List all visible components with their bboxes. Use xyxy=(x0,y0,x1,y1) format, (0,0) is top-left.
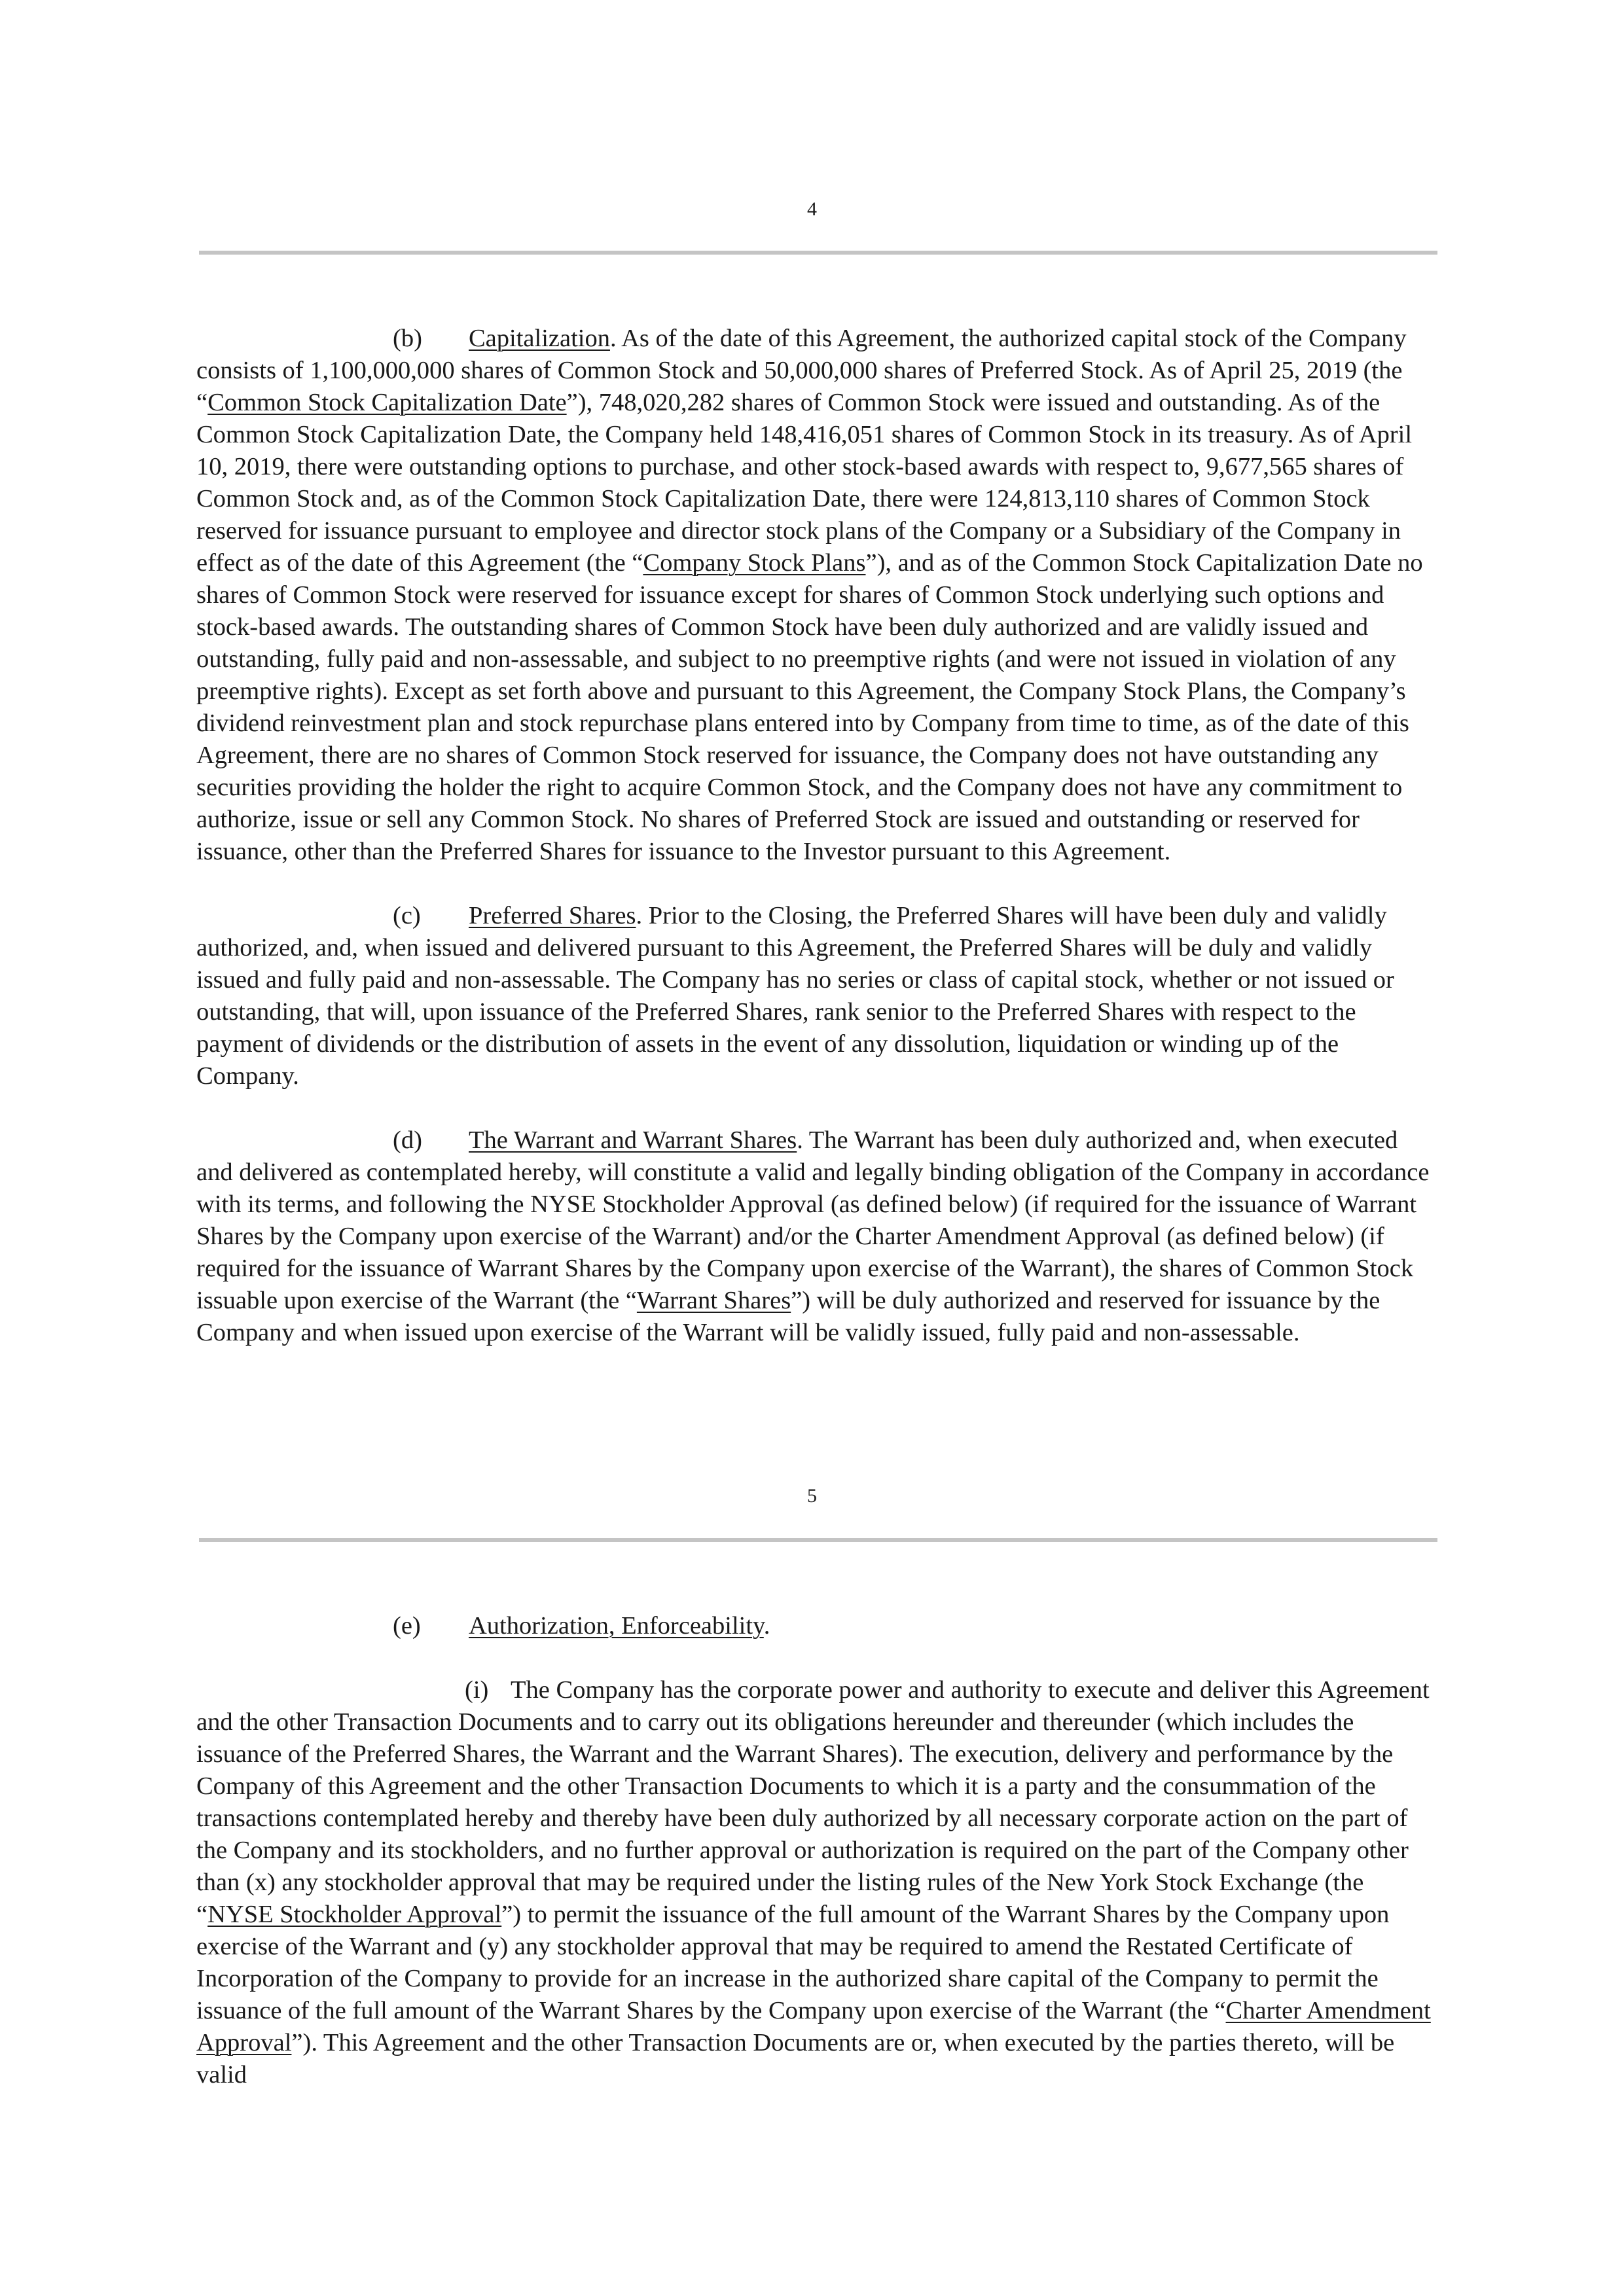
page-divider xyxy=(199,1538,1437,1542)
section-c-paragraph: (c) Preferred Shares. Prior to the Closing, the Preferred Shares will have been duly and validly authorized, and, when issued and delivered pursuant to this Agreement, the Preferred Shares will be duly and validly issued and fully paid and non-assessable. The Company has no series or class of capital stock, whether or not issued or outstanding, that will, upon issuance of the Preferred Shares, rank senior to the Preferred Shares with respect to the payment of dividends or the distribution of assets in the event of any dissolution, liquidation or winding up of the Company. xyxy=(196,900,1440,1092)
section-heading: Authorization, Enforceability xyxy=(469,1612,764,1640)
section-heading: Capitalization xyxy=(469,325,610,352)
defined-term: Warrant Shares xyxy=(636,1287,791,1314)
section-label: (d) xyxy=(393,1126,422,1154)
section-e-heading: (e) Authorization, Enforceability. xyxy=(196,1610,1440,1642)
page-number: 5 xyxy=(807,1485,817,1507)
subsection-label: (i) xyxy=(465,1676,489,1704)
page-number: 4 xyxy=(807,198,817,220)
defined-term: NYSE Stockholder Approval xyxy=(208,1901,502,1928)
section-heading: The Warrant and Warrant Shares xyxy=(469,1126,797,1154)
subsection-i-paragraph: (i) The Company has the corporate power and authority to execute and deliver this Agreement and the other Transaction Documents and to carry out its obligations hereunder and thereunder (which includes the issuance of the Preferred Shares, the Warrant and the Warrant Shares). The execution, delivery and performance by the Company of this Agreement and the other Transaction Documents to which it is a party and the consummation of the transactions contemplated hereby and thereby have been duly authorized by all necessary corporate action on the part of the Company and its stockholders, and no further approval or authorization is required on the part of the Company other than (x) any stockholder approval that may be required under the listing rules of the New York Stock Exchange (the “NYSE Stockholder Approval”) to permit the issuance of the full amount of the Warrant Shares by the Company upon exercise of the Warrant and (y) any stockholder approval that may be required to amend the Restated Certificate of Incorporation of the Company to provide for an increase in the authorized share capital of the Company to permit the issuance of the full amount of the Warrant Shares by the Company upon exercise of the Warrant (the “Charter Amendment Approval”). This Agreement and the other Transaction Documents are or, when executed by the parties thereto, will be valid xyxy=(196,1674,1440,2091)
section-label: (e) xyxy=(393,1612,421,1640)
section-heading: Preferred Shares xyxy=(469,902,636,929)
section-d-paragraph: (d) The Warrant and Warrant Shares. The Warrant has been duly authorized and, when executed and delivered as contemplated hereby, will constitute a valid and legally binding obligation of the Company in accordance with its terms, and following the NYSE Stockholder Approval (as defined below) (if required for the issuance of Warrant Shares by the Company upon exercise of the Warrant) and/or the Charter Amendment Approval (as defined below) (if required for the issuance of Warrant Shares by the Company upon exercise of the Warrant), the shares of Common Stock issuable upon exercise of the Warrant (the “Warrant Shares”) will be duly authorized and reserved for issuance by the Company and when issued upon exercise of the Warrant will be validly issued, fully paid and non-assessable. xyxy=(196,1124,1440,1349)
defined-term: Company Stock Plans xyxy=(643,549,866,577)
section-label: (b) xyxy=(393,325,422,352)
defined-term: Charter Amendment Approval xyxy=(196,1997,1431,2056)
page-divider xyxy=(199,251,1437,255)
section-label: (c) xyxy=(393,902,421,929)
page-4-body xyxy=(196,323,1440,1349)
section-b-paragraph: (b) Capitalization. As of the date of this Agreement, the authorized capital stock of the Company consists of 1,100,000,000 shares of Common Stock and 50,000,000 shares of Preferred Stock. As of April 25, 2019 (the “Common Stock Capitalization Date”), 748,020,282 shares of Common Stock were issued and outstanding. As of the Common Stock Capitalization Date, the Company held 148,416,051 shares of Common Stock in its treasury. As of April 10, 2019, there were outstanding options to purchase, and other stock-based awards with respect to, 9,677,565 shares of Common Stock and, as of the Common Stock Capitalization Date, there were 124,813,110 shares of Common Stock reserved for issuance pursuant to employee and director stock plans of the Company or a Subsidiary of the Company in effect as of the date of this Agreement (the “Company Stock Plans”), and as of the Common Stock Capitalization Date no shares of Common Stock were reserved for issuance except for shares of Common Stock underlying such options and stock-based awards. The outstanding shares of Common Stock have been duly authorized and are validly issued and outstanding, fully paid and non-assessable, and subject to no preemptive rights (and were not issued in violation of any preemptive rights). Except as set forth above and pursuant to this Agreement, the Company Stock Plans, the Company’s dividend reinvestment plan and stock repurchase plans entered into by Company from time to time, as of the date of this Agreement, there are no shares of Common Stock reserved for issuance, the Company does not have outstanding any securities providing the holder the right to acquire Common Stock, and the Company does not have any commitment to authorize, issue or sell any Common Stock. No shares of Preferred Stock are issued and outstanding or reserved for issuance, other than the Preferred Shares for issuance to the Investor pursuant to this Agreement. xyxy=(196,323,1440,868)
page-5-body xyxy=(196,1610,1440,2091)
defined-term: Common Stock Capitalization Date xyxy=(208,389,567,416)
